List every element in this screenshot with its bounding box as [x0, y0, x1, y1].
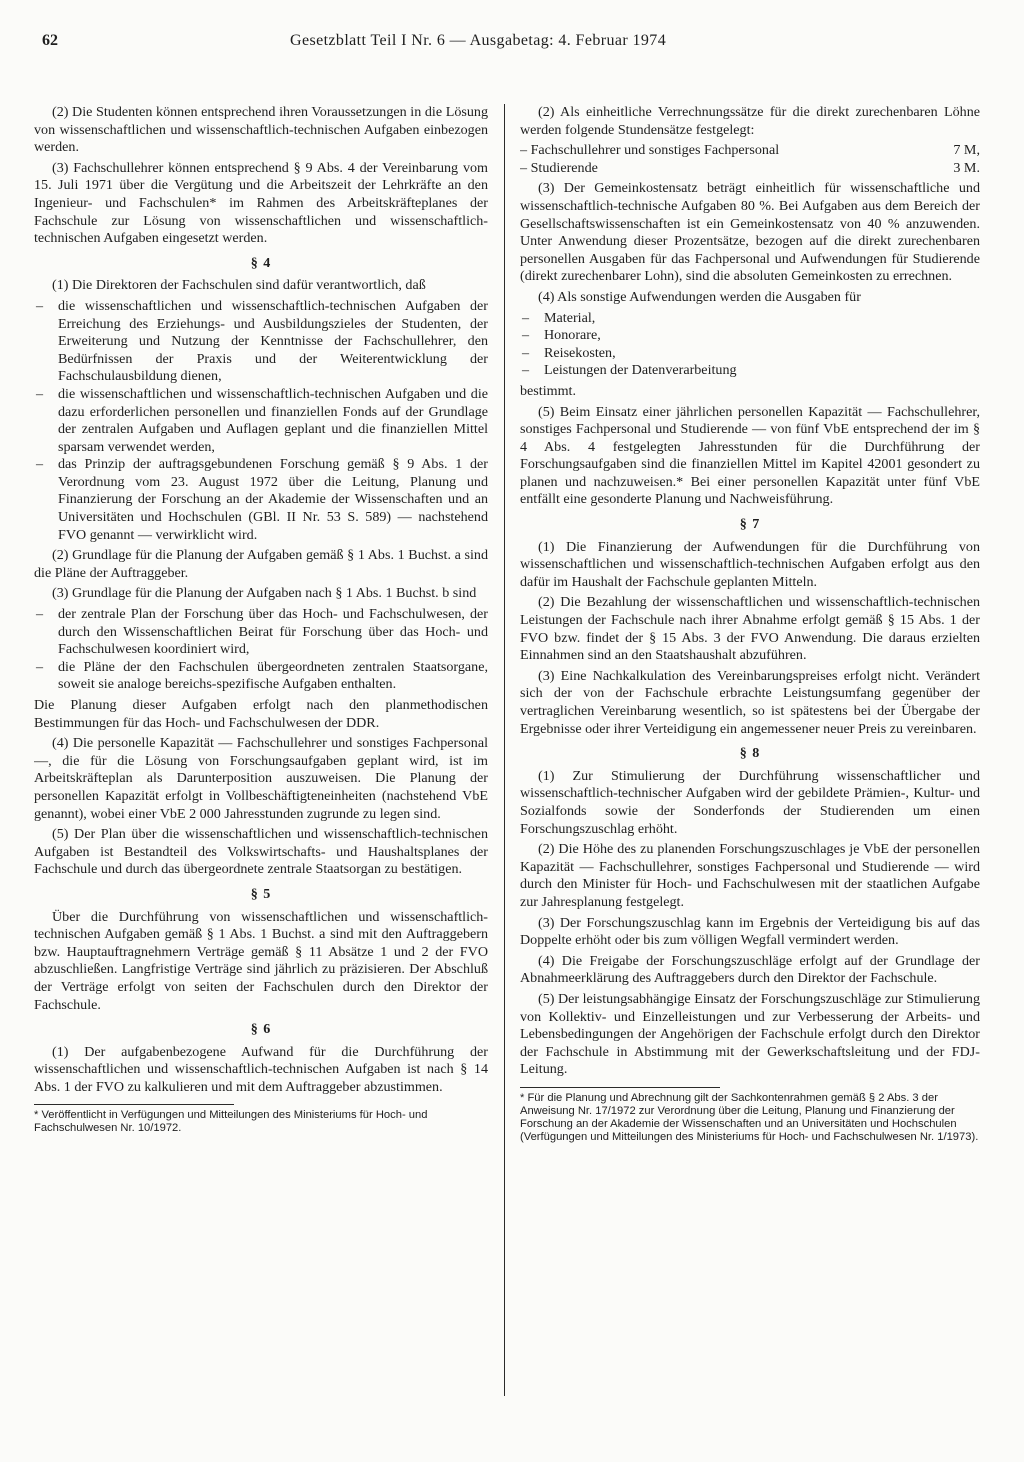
- paragraph: (2) Die Studenten können entsprechend ihren Voraussetzungen in die Lösung von wissenschaftlichen und wissenschaftlich-technischen Aufgaben einbezogen werden.: [34, 104, 488, 156]
- paragraph: (3) Der Gemeinkostensatz beträgt einheitlich für wissenschaftliche und wissenschaftlich-technische Aufgaben 80 %. Bei Aufgaben aus dem Bereich der Gesellschaftswissenschaften ist ein Gemeinkostensatz von 40 % anzuwenden. Unter Anwendung dieser Prozentsätze, bezogen auf die direkt zurechenbaren personellen Ausgaben für das Fachpersonal und Aufwendungen für Studierende (direkt zurechenbarer Lohn), sind die absoluten Gemeinkosten zu errechnen.: [520, 180, 980, 285]
- paragraph: (3) Fachschullehrer können entsprechend § 9 Abs. 4 der Vereinbarung vom 15. Juli 1971 über die Vergütung und die Arbeitszeit der Lehrkräfte an den Ingenieur- und Fachschulen* im Rahmen des Arbeitskräfteplanes der Fachschule zur Lösung von wissenschaftlichen und wissenschaftlich-technischen Aufgaben eingesetzt werden.: [34, 159, 488, 247]
- rate-value: 7 M,: [953, 142, 980, 159]
- paragraph: (4) Als sonstige Aufwendungen werden die Ausgaben für: [538, 288, 861, 305]
- section-heading-4: § 4: [250, 254, 272, 271]
- paragraph: Die Planung dieser Aufgaben erfolgt nach den planmethodischen Bestimmungen für das Hoch- und Fachschulwesen der DDR.: [34, 697, 488, 731]
- paragraph: (5) Der leistungsabhängige Einsatz der Forschungszuschläge zur Stimulierung von Kollektiv- und Einzelleistungen und zur Verbesserung der Arbeits- und Lebensbedingungen der Angehörigen der Fachschule erfolgt durch den Direktor der Fachschule in Abstimmung mit der Gewerkschaftsleitung und der FDJ-Leitung.: [520, 990, 980, 1078]
- paragraph: (3) Der Forschungszuschlag kann im Ergebnis der Verteidigung bis auf das Doppelte erhöht oder bis zum völligen Wegfall vermindert werden.: [520, 914, 980, 949]
- paragraph: (5) Der Plan über die wissenschaftlichen und wissenschaftlich-technischen Aufgaben ist Bestandteil des Volkswirtschafts- und Haushaltsplanes der Fachschule und durch das übergeordnete zentrale Staatsorgan zu bestätigen.: [34, 826, 488, 878]
- list-item: – Leistungen der Datenverarbeitung: [520, 362, 980, 380]
- paragraph: (5) Beim Einsatz einer jährlichen personellen Kapazität — Fachschullehrer, sonstiges Fachpersonal und Studierende — von fünf VbE entsprechend der im § 4 Abs. 4 festgelegten Jahresstunden für die Durchführung der Forschungsaufgaben sind die finanziellen Mittel im Kapitel 42001 gesondert zu planen und nachzuweisen.* Bei einer personellen Kapazität unter fünf VbE entfällt eine gesonderte Planung und Nachweisführung.: [520, 403, 980, 508]
- footnote: * Für die Planung und Abrechnung gilt der Sachkontenrahmen gemäß § 2 Abs. 3 der Anweisung Nr. 17/1972 zur Verordnung über die Leitung, Planung und Finanzierung der Forschung an der Akademie der Wissenschaften und an Universitäten und Hochschulen (Verfügungen und Mitteilungen des Ministeriums für Hoch- und Fachschulwesen Nr. 1/1973).: [520, 1091, 979, 1143]
- paragraph: (1) Zur Stimulierung der Durchführung wissenschaftlicher und wissenschaftlich-technischer Aufgaben wird der gebildete Prämien-, Kultur- und Sozialfonds sowie der Sonderfonds der Studierenden um einen Forschungszuschlag erhöht.: [520, 767, 980, 837]
- left-column: [34, 104, 488, 1444]
- footnote: * Veröffentlicht in Verfügungen und Mitteilungen des Ministeriums für Hoch- und Fachschulwesen Nr. 10/1972.: [34, 1109, 428, 1135]
- list-item: – der zentrale Plan der Forschung über das Hoch- und Fachschulwesen, der durch den Wissenschaftlichen Beirat für Forschung über das Hoch- und Fachschulwesen koordiniert wird,: [34, 606, 488, 659]
- paragraph: (2) Grundlage für die Planung der Aufgaben gemäß § 1 Abs. 1 Buchst. a sind die Pläne der Auftraggeber.: [34, 547, 488, 581]
- dash-list: [34, 298, 488, 544]
- section-heading-5: § 5: [250, 885, 272, 902]
- list-item: – die Pläne der den Fachschulen übergeordneten zentralen Staatsorgane, soweit sie analoge bereichs-spezifische Aufgaben enthalten.: [34, 659, 488, 694]
- rate-label: – Fachschullehrer und sonstiges Fachpersonal: [520, 142, 779, 160]
- paragraph: (3) Eine Nachkalkulation des Vereinbarungspreises erfolgt nicht. Verändert sich der von der Fachschule erbrachte Leistungsumfang gegenüber der vertraglichen Vereinbarung wesentlich, so ist spätestens bei der Übergabe der Ergebnisse oder ihrer Verteidigung ein angemessener neuer Preis zu vereinbaren.: [520, 667, 980, 737]
- running-title: Gesetzblatt Teil I Nr. 6 — Ausgabetag: 4. Februar 1974: [290, 32, 667, 49]
- footnote-rule: [520, 1087, 720, 1088]
- paragraph: (3) Grundlage für die Planung der Aufgaben nach § 1 Abs. 1 Buchst. b sind: [52, 585, 477, 602]
- dash-list: [34, 606, 488, 694]
- column-divider: [504, 104, 505, 1396]
- paragraph: (4) Die personelle Kapazität — Fachschullehrer und sonstiges Fachpersonal —, die für die Lösung von Forschungsaufgaben geplant wird, ist im Arbeitskräfteplan als Darunterposition auszuweisen. Die Planung der personellen Kapazität erfolgt in Vollbeschäftigteneinheiten (nachstehend VbE genannt), wobei einer VbE 2 000 Jahresstunden zugrunde zu legen sind.: [34, 735, 488, 822]
- paragraph: (1) Der aufgabenbezogene Aufwand für die Durchführung der wissenschaftlichen und wissenschaftlich-technischen Aufgaben ist nach § 14 Abs. 1 der FVO zu kalkulieren und mit dem Auftraggeber abzustimmen.: [34, 1043, 488, 1095]
- rate-row: [520, 160, 980, 178]
- rate-value: 3 M.: [953, 159, 980, 176]
- paragraph: Über die Durchführung von wissenschaftlichen und wissenschaftlich-technischen Aufgaben gemäß § 1 Abs. 1 Buchst. a sind mit den Auftraggebern bzw. Hauptauftragnehmern Verträge gemäß § 11 Absätze 1 und 2 der FVO abzuschließen. Langfristige Verträge sind jährlich zu präzisieren. Der Abschluß der Verträge erfolgt von seiten der Fachschulen durch den Direktor der Fachschule.: [34, 908, 488, 1013]
- paragraph: (1) Die Finanzierung der Aufwendungen für die Durchführung von wissenschaftlichen und wissenschaftlich-technischen Aufgaben erfolgt aus den dafür im Haushalt der Fachschule geplanten Mitteln.: [520, 538, 980, 590]
- page-number: 62: [42, 32, 58, 49]
- right-column: [520, 104, 980, 1444]
- list-item: – die wissenschaftlichen und wissenschaftlich-technischen Aufgaben der Erreichung des Erziehungs- und Ausbildungszieles der Studenten, der Erweiterung und Nutzung der Kenntnisse der Fachschullehrer, den Bedürfnissen der Praxis und der Weiterentwicklung der Fachschulausbildung dienen,: [34, 298, 488, 386]
- list-item: – die wissenschaftlichen und wissenschaftlich-technischen Aufgaben und die dazu erforderlichen personellen und finanziellen Fonds auf der Grundlage der zentralen Aufgaben und Auflagen geplant und die finanziellen Mittel sparsam verwendet werden,: [34, 386, 488, 456]
- list-item: – Honorare,: [520, 327, 980, 345]
- page-header: [34, 30, 990, 58]
- dash-list: [520, 310, 980, 380]
- rate-label: – Studierende: [520, 160, 598, 178]
- section-heading-8: § 8: [739, 745, 761, 762]
- section-heading-7: § 7: [739, 516, 761, 533]
- paragraph: (1) Die Direktoren der Fachschulen sind dafür verantwortlich, daß: [52, 277, 426, 294]
- rate-list: [520, 142, 980, 177]
- list-item: – Reisekosten,: [520, 345, 980, 363]
- paragraph: (4) Die Freigabe der Forschungszuschläge erfolgt auf der Grundlage der Abnahmeerklärung des Auftraggebers durch den Direktor der Fachschule.: [520, 952, 980, 987]
- paragraph: bestimmt.: [520, 382, 576, 399]
- paragraph: (2) Als einheitliche Verrechnungssätze für die direkt zurechenbaren Löhne werden folgende Stundensätze festgelegt:: [520, 104, 980, 138]
- section-heading-6: § 6: [250, 1021, 272, 1038]
- footnote-rule: [34, 1104, 234, 1105]
- paragraph: (2) Die Bezahlung der wissenschaftlichen und wissenschaftlich-technischen Leistungen der Fachschule nach ihrer Abnahme erfolgt gemäß § 15 Abs. 1 der FVO bzw. findet der § 15 Abs. 3 der FVO Anwendung. Die daraus erzielten Einnahmen sind an den Staatshaushalt abzuführen.: [520, 594, 980, 664]
- list-item: – das Prinzip der auftragsgebundenen Forschung gemäß § 9 Abs. 1 der Verordnung vom 23. August 1972 über die Leitung, Planung und Finanzierung der Forschung an der Akademie der Wissenschaften und an Universitäten und Hochschulen (GBl. II Nr. 53 S. 589) — nachstehend FVO genannt — verwirklicht wird.: [34, 456, 488, 544]
- list-item: – Material,: [520, 310, 980, 328]
- paragraph: (2) Die Höhe des zu planenden Forschungszuschlages je VbE der personellen Kapazität — Fachschullehrer, sonstiges Fachpersonal und Studierende — wird durch den Minister für Hoch- und Fachschulwesen mit der staatlichen Aufgabe zur Jahresplanung festgelegt.: [520, 841, 980, 910]
- rate-row: [520, 142, 980, 160]
